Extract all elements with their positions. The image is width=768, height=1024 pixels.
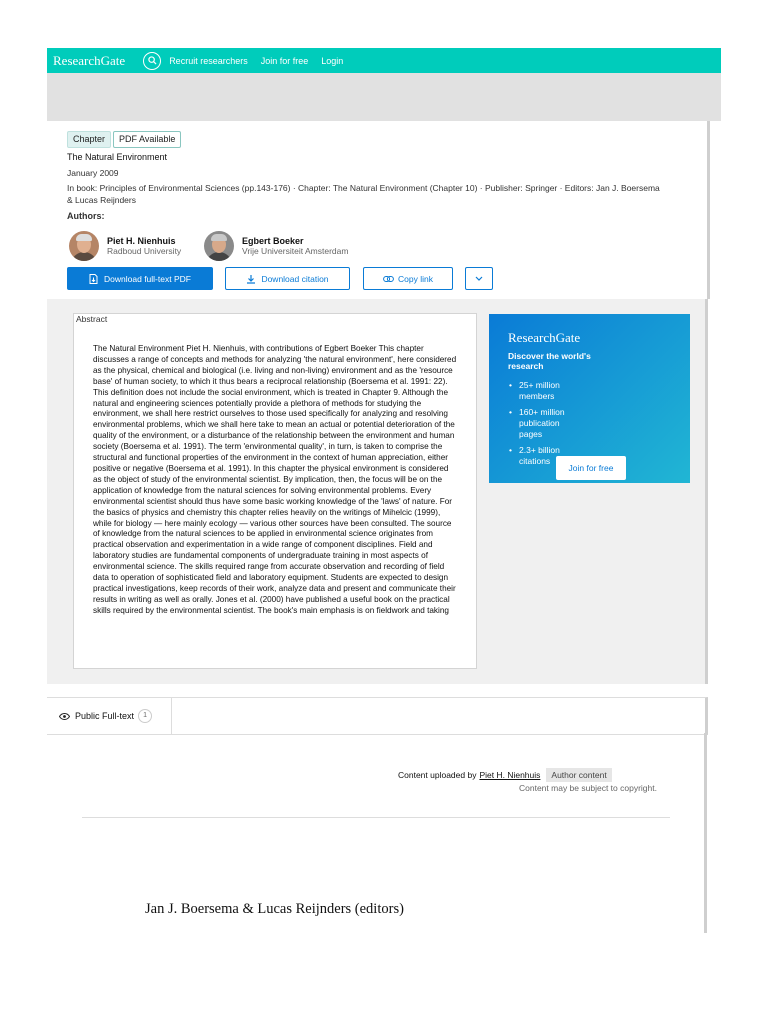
- page-edge-divider: [704, 733, 707, 933]
- tab-count-badge: 1: [138, 709, 152, 723]
- nav-recruit-researchers[interactable]: Recruit researchers: [169, 55, 248, 66]
- link-icon: [383, 275, 394, 283]
- copy-link-label: Copy link: [398, 273, 433, 284]
- download-citation-label: Download citation: [261, 273, 329, 284]
- header-banner-area: [47, 73, 721, 121]
- publication-title: The Natural Environment: [67, 152, 168, 162]
- chevron-down-icon: [475, 276, 483, 281]
- abstract-panel: [73, 313, 477, 669]
- fulltext-tab-bar: [47, 697, 708, 735]
- tab-public-fulltext[interactable]: [47, 698, 172, 734]
- authors-label: Authors:: [67, 211, 105, 221]
- nav-login[interactable]: Login: [321, 55, 344, 66]
- avatar[interactable]: [204, 231, 234, 261]
- more-options-button[interactable]: [465, 267, 493, 290]
- pdf-available-badge: PDF Available: [113, 131, 181, 148]
- author-content-badge: Author content: [546, 768, 611, 782]
- author-card[interactable]: [204, 231, 348, 261]
- researchgate-logo[interactable]: ResearchGate: [53, 52, 126, 68]
- promo-join-button[interactable]: Join for free: [556, 456, 626, 480]
- promo-stat-item: • 2.3+ billion citations: [508, 445, 578, 467]
- pdf-preview-editors-text: Jan J. Boersema & Lucas Reijnders (editors): [145, 901, 404, 917]
- content-area: [47, 299, 708, 684]
- publication-details: In book: Principles of Environmental Sciences (pp.143-176) · Chapter: The Natural Environment (Chapter 10) · Publisher: Springer · Editors: Jan J. Boersema & Lucas Reijnders: [67, 183, 660, 205]
- author-affiliation: Radboud University: [107, 246, 182, 256]
- download-citation-button[interactable]: [225, 267, 350, 290]
- abstract-text: The Natural Environment Piet H. Nienhuis, with contributions of Egbert Boeker This chapter discusses a range of concepts and methods for analyzing 'the natural environment', here considered as the physical, chemical and biological (i.e. living and non-living) environment and as the 'resource base' of human society, to which it thus bears a reciprocal relationship (Boersema et al. 1991: 22). This definition does not include the social environment, which is treated in Chapter 9. Although the natural and engineering sciences potentially provide a plethora of methods for studying the environment, we shall here restrict ourselves to those used specifically for analyzing and resolving environmental problems, which we shall here take to mean an actual or potential deterioration of the quality of the environment, or a disturbance of the relationship between the environment and human society (Boersema et al. 1991). The term 'environmental quality', in turn, is taken to comprise the structural and functional properties of the environment in the context of human appreciation, either positive or negative (Boersema et al. 1991). In this chapter the physical environment is considered as the object of study of the environmental scientist. By implication, then, the focus will be on the application of knowledge from the natural sciences for solving environmental problems. Every environmental scientist should thus have some basic working knowledge of the 'laws' of nature. For the basics of physics and chemistry this chapter relies heavily on the writings of Mihelcic (1999), while for biology — here mainly ecology — various other sources have been consulted. The source of knowledge from the natural sciences to be applied in environmental science originates from practical observation and experimentation in a wide range of component disciplines. Field and laboratory studies are fundamental components of undergraduate training in most aspects of environmental science. The skills required range from accurate observation and recording of field data to operation of sophisticated field and laboratory equipment. Students are expected to design practical investigations, keep records of their work, analyze data and present and communicate their results in writing as well as orally. Jones et al. (2000) have published a useful book on the practical skills required by the environmental scientist. The book's main emphasis is on fieldwork and taking: [93, 344, 457, 615]
- upload-prefix: Content uploaded by: [398, 770, 477, 780]
- copy-link-button[interactable]: [363, 267, 453, 290]
- search-icon[interactable]: [143, 52, 161, 70]
- copyright-notice: Content may be subject to copyright.: [519, 783, 657, 793]
- top-navigation-bar: [47, 48, 721, 73]
- author-name[interactable]: Piet H. Nienhuis: [107, 236, 176, 246]
- publication-header-card: [47, 121, 710, 299]
- download-pdf-label: Download full-text PDF: [104, 273, 191, 284]
- tab-label: Public Full-text: [75, 711, 135, 721]
- eye-icon: [59, 713, 70, 720]
- section-divider: [82, 817, 670, 818]
- promo-logo: ResearchGate: [508, 330, 581, 345]
- promo-headline: Discover the world's research: [508, 351, 591, 371]
- avatar[interactable]: [69, 231, 99, 261]
- promo-stat-item: • 25+ million members: [508, 380, 578, 402]
- upload-info: [398, 768, 612, 782]
- abstract-label: Abstract: [76, 314, 108, 324]
- download-pdf-button[interactable]: [67, 267, 213, 290]
- author-card[interactable]: [69, 231, 181, 261]
- nav-join-for-free[interactable]: Join for free: [260, 55, 309, 66]
- author-affiliation: Vrije Universiteit Amsterdam: [242, 246, 349, 256]
- researchgate-promo-panel: [489, 314, 690, 483]
- promo-stat-item: • 160+ million publication pages: [508, 407, 578, 440]
- file-download-icon: [89, 274, 98, 284]
- uploader-link[interactable]: Piet H. Nienhuis: [479, 770, 541, 780]
- type-badge: Chapter: [67, 131, 111, 148]
- author-name[interactable]: Egbert Boeker: [242, 236, 304, 246]
- download-icon: [246, 274, 256, 284]
- publication-date: January 2009: [67, 168, 119, 178]
